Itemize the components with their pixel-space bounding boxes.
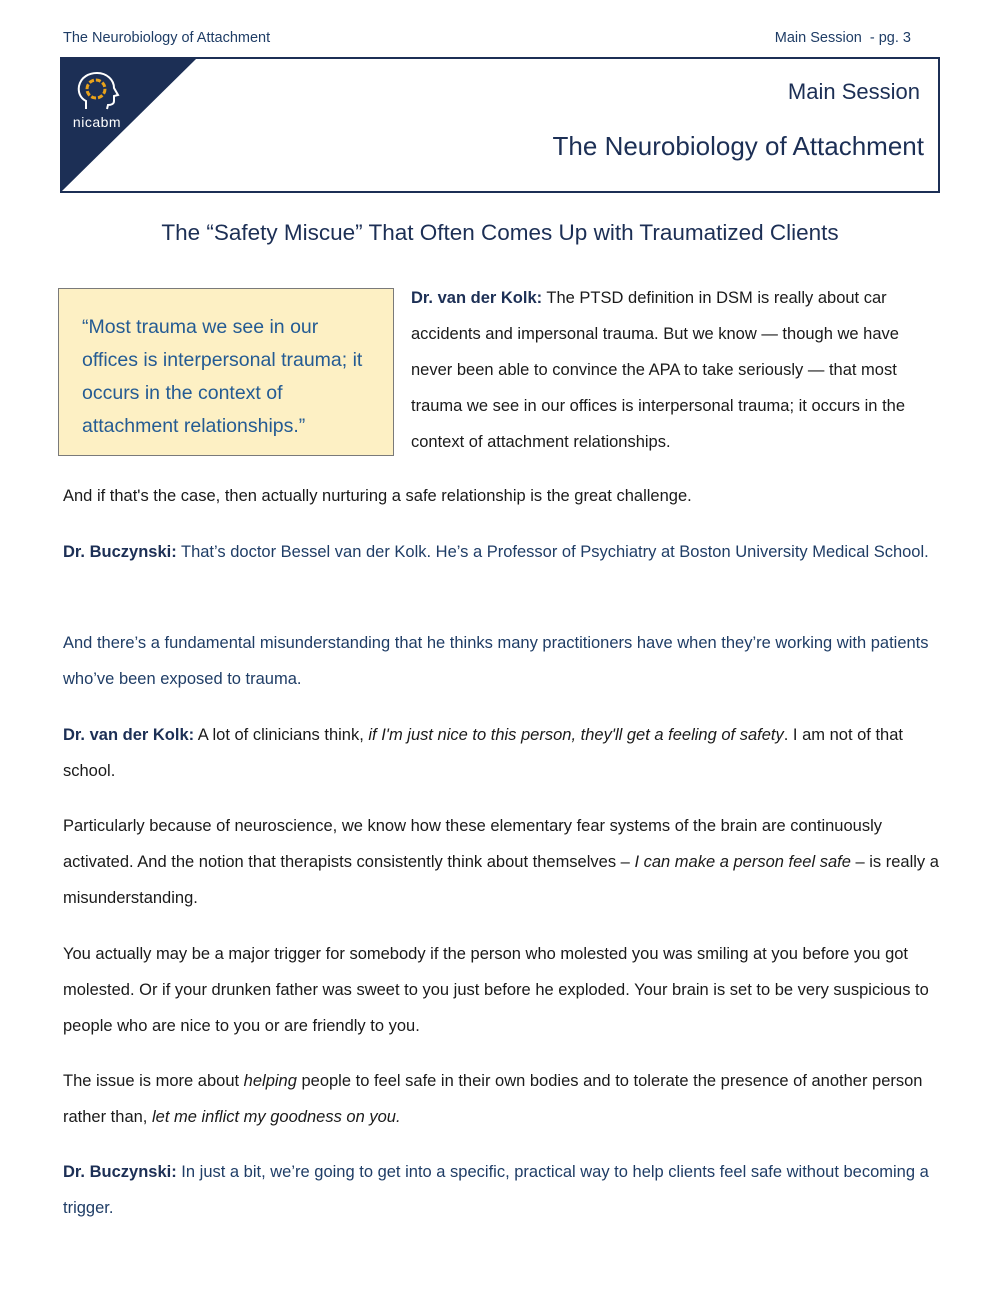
- paragraph-7: [63, 936, 943, 1044]
- banner-session-label: Main Session: [787, 79, 920, 104]
- paragraph-text: The issue is more about: [63, 1072, 244, 1090]
- logo-wordmark: nicabm: [72, 114, 122, 130]
- paragraph-text: Particularly because of neuroscience, we know how these elementary fear systems of the brain are continuously activated. And the notion that therapists consistently think about themselves –: [63, 817, 883, 871]
- paragraph-text: You actually may be a major trigger for somebody if the person who molested you was smiling at you before you got molested. Or if your drunken father was sweet to you just before he exploded. Your brain is set to be very suspicious to people who are nice to you or are friendly to you.: [63, 945, 929, 1035]
- speaker-label: Dr. Buczynski:: [63, 1163, 177, 1181]
- paragraph-1: [411, 280, 941, 460]
- paragraph-8: [63, 1063, 943, 1135]
- paragraph-9: [63, 1154, 943, 1226]
- paragraph-text: And if that's the case, then actually nurturing a safe relationship is the great challenge.: [63, 487, 692, 505]
- banner-title: The Neurobiology of Attachment: [552, 131, 924, 161]
- running-header-page: Main Session - pg. 3: [774, 30, 911, 46]
- head-logo-icon: [72, 71, 122, 111]
- paragraph-5: [63, 717, 943, 789]
- nicabm-logo: [66, 71, 128, 130]
- paragraph-text: A lot of clinicians think,: [194, 726, 369, 744]
- paragraph-6: [63, 808, 943, 916]
- speaker-label: Dr. van der Kolk:: [63, 726, 195, 744]
- paragraph-3: [63, 534, 943, 570]
- paragraph-text: That’s doctor Bessel van der Kolk. He’s a Professor of Psychiatry at Boston University Medical School.: [176, 543, 929, 561]
- paragraph-italic: I can make a person feel safe: [634, 853, 851, 871]
- paragraph-4: [63, 625, 943, 697]
- running-header-title: The Neurobiology of Attachment: [63, 30, 271, 46]
- paragraph-text: – is really a misunderstanding.: [63, 853, 939, 907]
- paragraph-text: The PTSD definition in DSM is really about car accidents and impersonal trauma. But we know — though we have never been able to convince the APA to take seriously — that most trauma we see in our offices is interpersonal trauma; it occurs in the context of attachment relationships.: [411, 289, 906, 451]
- paragraph-text: people to feel safe in their own bodies and to tolerate the presence of another person rather than,: [63, 1072, 923, 1126]
- paragraph-text: In just a bit, we’re going to get into a specific, practical way to help clients feel safe without becoming a trigger.: [63, 1163, 929, 1217]
- paragraph-text: . I am not of that school.: [63, 726, 903, 780]
- session-banner: [60, 57, 940, 193]
- paragraph-italic: if I'm just nice to this person, they'll get a feeling of safety: [368, 726, 784, 744]
- speaker-label: Dr. van der Kolk:: [411, 289, 543, 307]
- paragraph-italic: helping: [243, 1072, 297, 1090]
- paragraph-text: And there’s a fundamental misunderstanding that he thinks many practitioners have when they’re working with patients who’ve been exposed to trauma.: [63, 634, 929, 688]
- paragraph-2: [63, 478, 943, 514]
- section-heading: The “Safety Miscue” That Often Comes Up with Traumatized Clients: [161, 220, 839, 245]
- speaker-label: Dr. Buczynski:: [63, 543, 177, 561]
- pull-quote-text: “Most trauma we see in our offices is interpersonal trauma; it occurs in the context of attachment relationships.”: [82, 316, 363, 437]
- running-header: [63, 30, 911, 46]
- paragraph-italic: let me inflict my goodness on you.: [151, 1108, 401, 1126]
- pull-quote-box: [58, 288, 394, 456]
